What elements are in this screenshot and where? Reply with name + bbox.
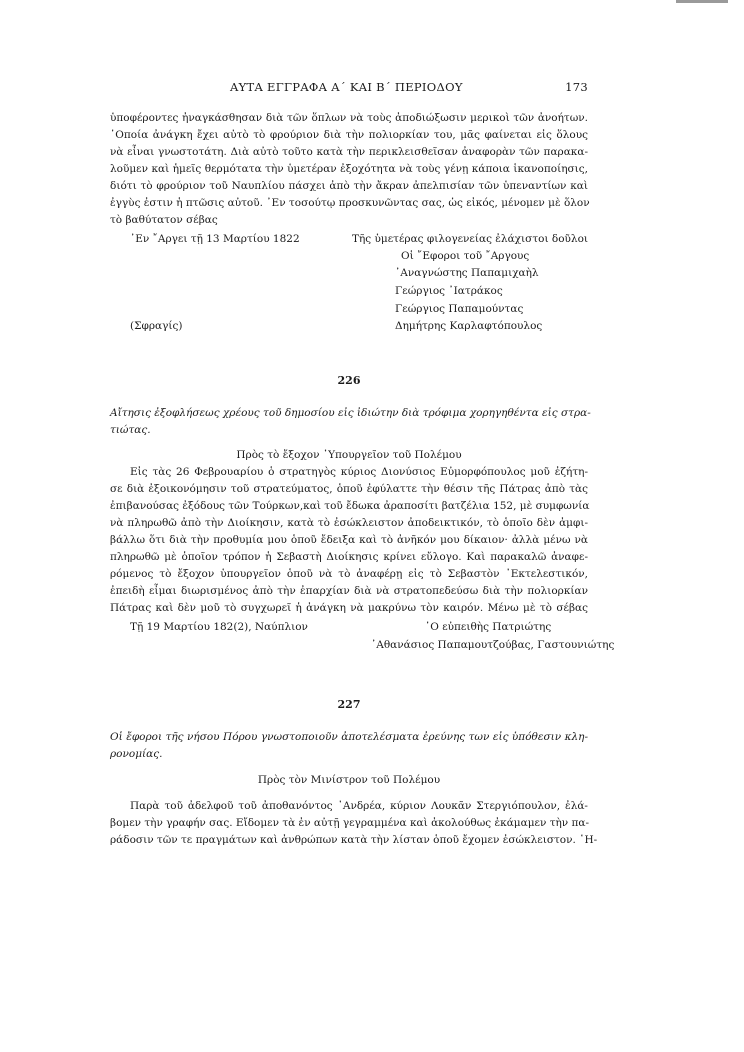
signatory: Γεώργιος ᾿Ιατράκος (395, 285, 503, 297)
body-line: ἐπειδὴ εἶμαι διωρισμένος ἀπὸ τὴν ἐπαρχίαν διὰ νὰ στρατοπεδεύσω διὰ τὴν πολιορκίαν (110, 585, 588, 597)
closing-formula: Τῆς ὑμετέρας φιλογενείας ἐλάχιστοι δοῦλοι (352, 233, 589, 245)
body-line: Παρὰ τοῦ ἀδελφοῦ τοῦ ἀποθανόντος ᾿Ανδρέα, κύριον Λουκᾶν Στεργιόπουλον, ἐλά- (130, 800, 588, 812)
page-number: 173 (565, 80, 588, 94)
closing-formula: ῾Ο εὐπειθὴς Πατριώτης (425, 621, 552, 633)
body-line: Εἰς τὰς 26 Φεβρουαρίου ὁ στρατηγὸς κύριος Διονύσιος Εὐμορφόπουλος μοῦ ἐζήτη- (130, 466, 588, 478)
place-date: ᾿Εν ῎Αργει τῇ 13 Μαρτίου 1822 (130, 233, 300, 245)
addressee: Πρὸς τὸν Μινίστρον τοῦ Πολέμου (257, 774, 441, 786)
signatory: ᾿Αναγνώστης Παπαμιχαὴλ (395, 267, 539, 279)
signatory: Δημήτρης Καρλαφτόπουλος (395, 320, 543, 332)
document-summary: Αἴτησις ἐξοφλήσεως χρέους τοῦ δημοσίου εἰς ἰδιώτην διὰ τρόφιμα χορηγηθέντα εἰς στρα- (110, 407, 591, 419)
signatory: ᾿Αθανάσιος Παπαμουτζούβας, Γαστουνιώτης (371, 639, 615, 651)
body-line: διότι τὸ φρούριον τοῦ Ναυπλίου πάσχει ἀπὸ τὴν ἄκραν ἀπελπισίαν τῶν ὑπεναντίων καὶ (110, 180, 588, 192)
body-line: πληρωθῶ μὲ ὁποῖον τρόπον ἡ Σεβαστὴ Διοίκησις κρίνει εὔλογο. Καὶ παρακαλῶ ἀναφε- (110, 551, 588, 563)
body-line: σε διὰ ἐξοικονόμησιν τοῦ στρατεύματος, ὁποῦ ἐφύλαττε τὴν θέσιν τῆς Πάτρας ἀπὸ τὰς (110, 483, 588, 495)
document-summary: Οἱ ἔφοροι τῆς νήσου Πόρου γνωστοποιοῦν ἀποτελέσματα ἐρεύνης των εἰς ὑπόθεσιν κλη- (110, 731, 588, 743)
body-line: ράδοσιν τῶν τε πραγμάτων καὶ ἀνθρώπων κατὰ τὴν λίσταν ὁποῦ ἔχομεν ἐσώκλειστον. ῾Η- (110, 834, 598, 846)
addressee: Πρὸς τὸ ἔξοχον ῾Υπουργεῖον τοῦ Πολέμου (236, 449, 462, 461)
seal-note: (Σφραγίς) (130, 320, 183, 332)
body-line: τὸ βαθύτατον σέβας (110, 214, 218, 226)
signatory-title: Οἱ ῎Εφοροι τοῦ ῎Αργους (401, 250, 530, 262)
body-line: ρόμενος τὸ ἔξοχον ὑπουργεῖον ὁποῦ νὰ τὸ ἀναφέρῃ εἰς τὸ Σεβαστὸν ᾿Εκτελεστικόν, (110, 568, 588, 580)
document-number: 226 (337, 374, 361, 387)
body-line: νὰ πληρωθῶ ἀπὸ τὴν Διοίκησιν, κατὰ τὸ ἐσώκλειστον ἀποδεικτικόν, τὸ ὁποῖο δὲν ἀμφι- (110, 517, 588, 529)
document-summary: ρονομίας. (110, 748, 163, 760)
body-line: νὰ εἶναι γνωστοτάτη. Διὰ αὐτὸ τοῦτο κατὰ τὴν περικλεισθεῖσαν ἀναφορὰν τῶν παρακα- (110, 146, 588, 158)
body-line: ἐπιβανούσας ἐξόδους τῶν Τούρκων,καὶ τοῦ ἔδωκα ἀραποσίτι βατζέλια 152, μὲ συμφωνία (110, 500, 590, 512)
document-number: 227 (337, 698, 361, 711)
running-header (110, 80, 588, 98)
place-date: Τῇ 19 Μαρτίου 182(2), Ναύπλιον (130, 621, 308, 633)
body-line: ῾Οποία ἀνάγκη ἔχει αὐτὸ τὸ φρούριον διὰ τὴν πολιορκίαν του, μᾶς φαίνεται εἰς ὅλους (110, 129, 588, 141)
body-line: Πάτρας καὶ δὲν μοῦ τὸ συγχωρεῖ ἡ ἀνάγκη νὰ μακρύνω τὸν καιρόν. Μένω μὲ τὸ σέβας (110, 602, 588, 614)
body-line: ὑποφέροντες ἠναγκάσθησαν διὰ τῶν ὅπλων νὰ τοὺς ἀποδιώξωσιν μερικοὶ τῶν ἀνοήτων. (110, 112, 588, 124)
running-header-title: ΑΥΤΑ ΕΓΓΡΑΦΑ Α΄ ΚΑΙ Β΄ ΠΕΡΙΟΔΟΥ (230, 80, 463, 94)
body-line: λοῦμεν καὶ ἡμεῖς θερμότατα τὴν ὑμετέραν ἐξοχότητα νὰ τοὺς γένῃ κάποια ἱκανοποίησις, (110, 163, 588, 175)
body-line: βάλλω ὅτι διὰ τὴν προθυμία μου ὁποῦ ἔδειξα καὶ τὸ ἀνῆκόν μου δίκαιον· ἀλλὰ μένω νὰ (110, 534, 588, 546)
body-line: ἐγγὺς ἐστιν ἡ πτῶσις αὐτοῦ. ᾿Εν τοσούτῳ προσκυνῶντας σας, ὡς εἰκός, μένομεν μὲ ὅλον (110, 197, 590, 209)
document-summary: τιώτας. (110, 424, 151, 436)
signatory: Γεώργιος Παπαμούντας (395, 303, 524, 315)
scan-edge-mark (676, 0, 728, 3)
body-line: βομεν τὴν γραφήν σας. Εἴδομεν τὰ ἐν αὐτῇ γεγραμμένα καὶ ἀκολούθως ἐκάμαμεν τὴν πα- (110, 817, 590, 829)
